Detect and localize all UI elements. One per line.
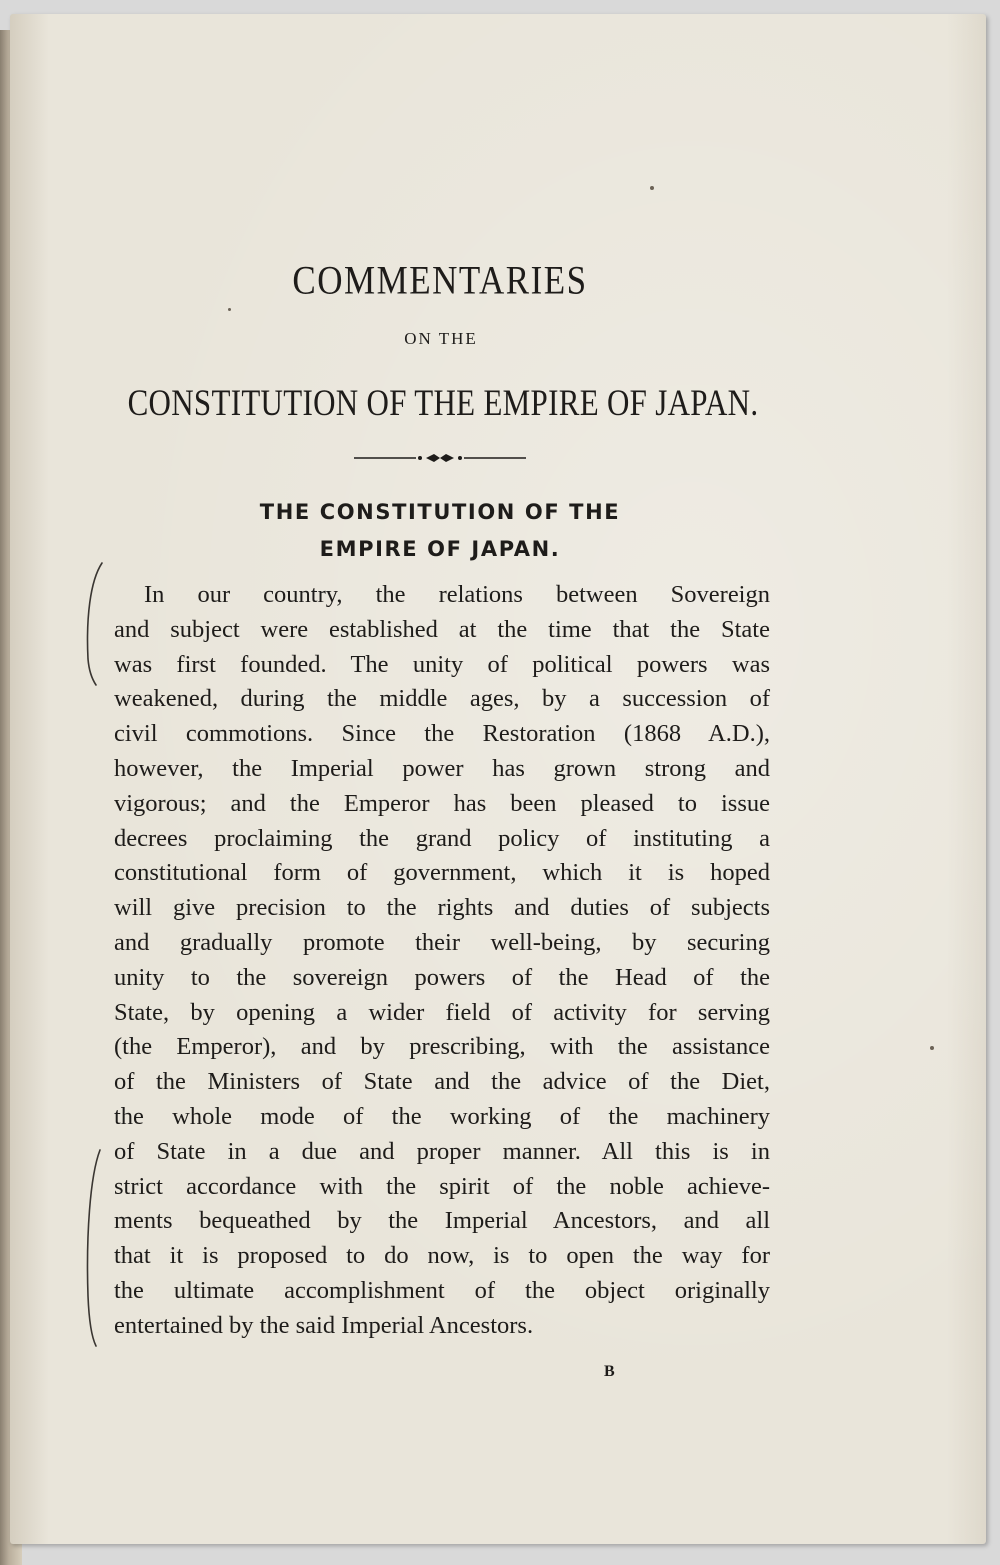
ornament-rule-icon <box>354 451 526 465</box>
paragraph-line: and gradually promote their well-being, by securing <box>114 928 770 956</box>
paragraph-line: however, the Imperial power has grown strong and <box>114 754 770 782</box>
paragraph-line: of State in a due and proper manner. All this is in <box>114 1137 770 1165</box>
signature-mark: B <box>604 1363 615 1380</box>
paragraph-line: the ultimate accomplishment of the object originally <box>114 1276 770 1304</box>
paper-fleck <box>228 308 231 311</box>
paragraph-line: constitutional form of government, which it is hoped <box>114 859 770 887</box>
pencil-bracket-lower-icon <box>82 1146 112 1351</box>
book-page <box>10 14 986 1544</box>
paragraph-line: vigorous; and the Emperor has been pleased to issue <box>114 789 770 817</box>
section-heading-line-2: EMPIRE OF JAPAN. <box>319 537 561 561</box>
book-subtitle: CONSTITUTION OF THE EMPIRE OF JAPAN. <box>127 382 759 424</box>
paragraph-line: decrees proclaiming the grand policy of instituting a <box>114 824 770 852</box>
paragraph-line: weakened, during the middle ages, by a succession of <box>114 685 770 713</box>
paragraph-line: the whole mode of the working of the machinery <box>114 1102 770 1130</box>
paragraph-line: (the Emperor), and by prescribing, with the assistance <box>114 1033 770 1061</box>
book-title-connector: ON THE <box>404 329 478 348</box>
book-title: COMMENTARIES <box>292 258 588 303</box>
paragraph-line: of the Ministers of State and the advice of the Diet, <box>114 1068 770 1096</box>
paragraph-line: State, by opening a wider field of activity for serving <box>114 998 770 1026</box>
paragraph-line: and subject were established at the time that the State <box>114 615 770 643</box>
paragraph-line: ments bequeathed by the Imperial Ancestors, and all <box>114 1207 770 1235</box>
section-heading-line-1: THE CONSTITUTION OF THE <box>259 500 621 524</box>
paragraph-line: civil commotions. Since the Restoration (1868 A.D.), <box>114 720 770 748</box>
body-paragraph <box>114 578 770 1344</box>
paragraph-line: will give precision to the rights and duties of subjects <box>114 894 770 922</box>
paragraph-line: entertained by the said Imperial Ancestors. <box>114 1311 534 1339</box>
paragraph-line: that it is proposed to do now, is to open the way for <box>114 1242 770 1270</box>
paragraph-line: In our country, the relations between Sovereign <box>144 581 770 608</box>
paragraph-line: was first founded. The unity of political powers was <box>114 650 770 678</box>
paragraph-line: unity to the sovereign powers of the Head of the <box>114 963 770 991</box>
paragraph-line: strict accordance with the spirit of the noble achieve- <box>114 1172 770 1200</box>
section-heading <box>10 494 870 568</box>
paper-fleck <box>650 186 654 190</box>
pencil-bracket-upper-icon <box>80 559 110 689</box>
paper-fleck <box>930 1046 934 1050</box>
